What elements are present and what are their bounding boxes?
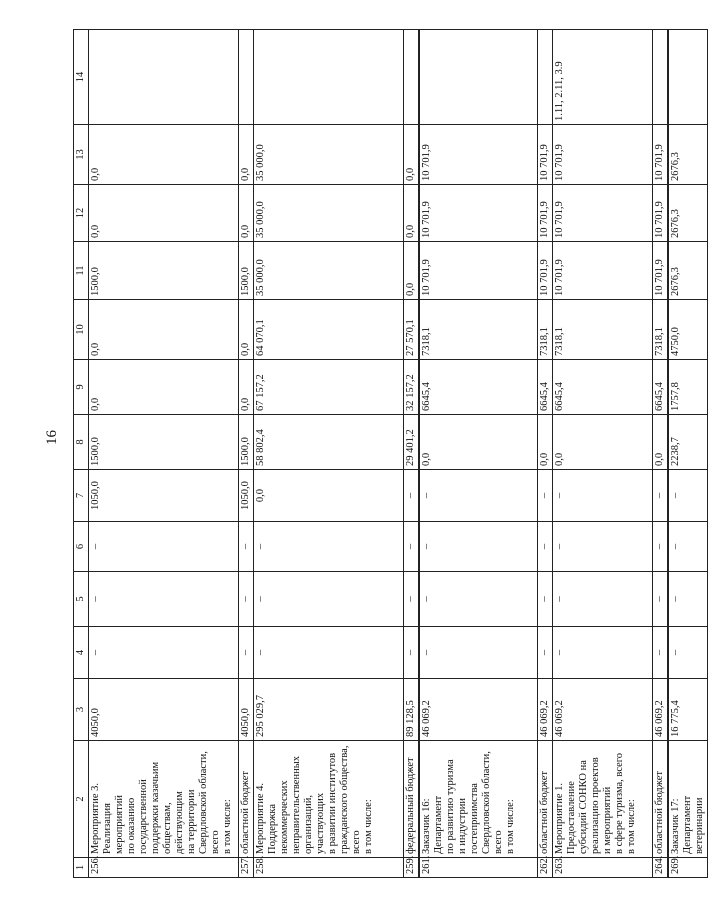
value-cell	[404, 30, 420, 125]
value-cell: 46 069,2	[537, 679, 552, 741]
value-cell: 32 157,2	[404, 360, 420, 415]
value-cell: –	[404, 470, 420, 522]
value-cell: 6645,4	[537, 360, 552, 415]
value-cell: 10 701,9	[537, 185, 552, 242]
header-cell: 3	[74, 679, 89, 741]
value-cell	[254, 30, 404, 125]
value-cell: –	[419, 572, 537, 627]
value-cell: –	[668, 627, 708, 679]
value-cell: 0,0	[404, 242, 420, 300]
table-row	[89, 30, 239, 878]
value-cell: 64 070,1	[254, 300, 404, 360]
row-name-cell: областной бюджет	[537, 741, 552, 858]
row-number-cell: 261.	[419, 858, 537, 878]
value-cell: 10 701,9	[652, 125, 668, 185]
header-cell: 11	[74, 242, 89, 300]
value-cell: 2238,7	[668, 415, 708, 470]
header-cell: 8	[74, 415, 89, 470]
row-name-cell: Мероприятие 3. Реализация мероприятий по оказанию государственной поддержки казачьим обществам, действующим на территории Свердловской области, всего в том числе:	[89, 741, 239, 858]
row-name-cell: федеральный бюджет	[404, 741, 420, 858]
table-row	[419, 30, 537, 878]
value-cell: –	[552, 627, 652, 679]
row-number-cell: 258.	[254, 858, 404, 878]
value-cell: 1757,8	[668, 360, 708, 415]
value-cell: 0,0	[239, 185, 254, 242]
value-cell: 89 128,5	[404, 679, 420, 741]
value-cell: 6645,4	[552, 360, 652, 415]
value-cell: –	[552, 470, 652, 522]
rotated-table-wrapper	[73, 30, 705, 878]
value-cell: 1.11, 2.11, 3.9	[552, 30, 652, 125]
value-cell: 35 000,0	[254, 125, 404, 185]
value-cell: 1500,0	[89, 415, 239, 470]
header-cell: 5	[74, 572, 89, 627]
value-cell: 46 069,2	[652, 679, 668, 741]
value-cell: 35 000,0	[254, 242, 404, 300]
value-cell: 0,0	[89, 300, 239, 360]
budget-table	[73, 29, 708, 878]
value-cell: –	[668, 522, 708, 572]
value-cell: 7318,1	[552, 300, 652, 360]
value-cell: –	[239, 572, 254, 627]
value-cell: 0,0	[652, 415, 668, 470]
row-name-cell: Мероприятие 4. Поддержка некоммерческих неправительственных организаций, участвующих в развитии институтов гражданского общества, всего в том числе:	[254, 741, 404, 858]
value-cell	[668, 30, 708, 125]
table-row	[552, 30, 652, 878]
row-number-cell: 264.	[652, 858, 668, 878]
value-cell: –	[552, 522, 652, 572]
value-cell: 10 701,9	[419, 125, 537, 185]
table-row	[404, 30, 420, 878]
value-cell: 0,0	[239, 300, 254, 360]
value-cell: –	[652, 572, 668, 627]
value-cell: 46 069,2	[419, 679, 537, 741]
value-cell: 0,0	[404, 185, 420, 242]
value-cell: –	[89, 522, 239, 572]
header-cell: 9	[74, 360, 89, 415]
value-cell: –	[89, 627, 239, 679]
value-cell: 2676,3	[668, 185, 708, 242]
row-number-cell: 263.	[552, 858, 652, 878]
value-cell: 6645,4	[419, 360, 537, 415]
value-cell: 295 029,7	[254, 679, 404, 741]
value-cell: –	[239, 627, 254, 679]
value-cell: 4050,0	[89, 679, 239, 741]
value-cell: 7318,1	[652, 300, 668, 360]
value-cell: 6645,4	[652, 360, 668, 415]
row-number-cell: 256.	[89, 858, 239, 878]
value-cell: 29 401,2	[404, 415, 420, 470]
value-cell: –	[419, 522, 537, 572]
value-cell	[239, 30, 254, 125]
value-cell: 0,0	[89, 185, 239, 242]
table-row	[239, 30, 254, 878]
value-cell: 0,0	[239, 360, 254, 415]
value-cell: 10 701,9	[419, 242, 537, 300]
value-cell: 46 069,2	[552, 679, 652, 741]
value-cell: –	[404, 522, 420, 572]
value-cell: 7318,1	[537, 300, 552, 360]
value-cell: –	[537, 627, 552, 679]
row-number-cell: 262.	[537, 858, 552, 878]
value-cell: –	[419, 627, 537, 679]
table-row	[652, 30, 668, 878]
value-cell: 0,0	[89, 360, 239, 415]
value-cell: –	[537, 572, 552, 627]
value-cell: –	[419, 470, 537, 522]
page-number: 16	[44, 430, 60, 445]
row-number-cell: 269.	[668, 858, 708, 878]
row-name-cell: областной бюджет	[652, 741, 668, 858]
value-cell: –	[652, 627, 668, 679]
header-cell: 12	[74, 185, 89, 242]
value-cell: 10 701,9	[552, 185, 652, 242]
table-body	[89, 30, 708, 878]
value-cell: 0,0	[89, 125, 239, 185]
header-cell: 6	[74, 522, 89, 572]
header-cell: 10	[74, 300, 89, 360]
value-cell: 2676,3	[668, 125, 708, 185]
value-cell: 0,0	[404, 125, 420, 185]
header-cell: 14	[74, 30, 89, 125]
row-name-cell: Мероприятие 1. Предоставление субсидий СОНКО на реализацию проектов и мероприятий в сфере туризма, всего в том числе:	[552, 741, 652, 858]
table-row	[668, 30, 708, 878]
table-row	[537, 30, 552, 878]
value-cell: –	[254, 627, 404, 679]
value-cell: –	[254, 522, 404, 572]
value-cell: –	[652, 470, 668, 522]
value-cell: 0,0	[419, 415, 537, 470]
value-cell: 0,0	[537, 415, 552, 470]
value-cell: 1500,0	[239, 242, 254, 300]
value-cell: 35 000,0	[254, 185, 404, 242]
row-name-cell: областной бюджет	[239, 741, 254, 858]
value-cell: 27 570,1	[404, 300, 420, 360]
header-cell: 13	[74, 125, 89, 185]
value-cell: –	[89, 572, 239, 627]
value-cell: 16 775,4	[668, 679, 708, 741]
value-cell: 1050,0	[89, 470, 239, 522]
value-cell: 0,0	[254, 470, 404, 522]
value-cell: 4750,0	[668, 300, 708, 360]
value-cell: –	[537, 522, 552, 572]
value-cell: –	[552, 572, 652, 627]
header-cell: 2	[74, 741, 89, 858]
value-cell: 0,0	[552, 415, 652, 470]
value-cell: 2676,3	[668, 242, 708, 300]
value-cell: 67 157,2	[254, 360, 404, 415]
row-name-cell: Заказчик 17: Департамент ветеринарии	[668, 741, 708, 858]
value-cell: 58 802,4	[254, 415, 404, 470]
value-cell: –	[652, 522, 668, 572]
header-cell: 7	[74, 470, 89, 522]
value-cell: 0,0	[239, 125, 254, 185]
value-cell: –	[668, 572, 708, 627]
value-cell: –	[239, 522, 254, 572]
value-cell: 1500,0	[89, 242, 239, 300]
header-cell: 1	[74, 858, 89, 878]
value-cell: 10 701,9	[419, 185, 537, 242]
table-row	[254, 30, 404, 878]
row-number-cell: 259.	[404, 858, 420, 878]
header-cell: 4	[74, 627, 89, 679]
value-cell: –	[404, 572, 420, 627]
row-number-cell: 257.	[239, 858, 254, 878]
value-cell: 10 701,9	[552, 242, 652, 300]
value-cell: 10 701,9	[552, 125, 652, 185]
value-cell: –	[537, 470, 552, 522]
value-cell: 7318,1	[419, 300, 537, 360]
value-cell	[419, 30, 537, 125]
value-cell: 10 701,9	[652, 185, 668, 242]
value-cell: 1050,0	[239, 470, 254, 522]
value-cell: 10 701,9	[652, 242, 668, 300]
value-cell	[537, 30, 552, 125]
value-cell: 10 701,9	[537, 242, 552, 300]
value-cell: 10 701,9	[537, 125, 552, 185]
value-cell	[89, 30, 239, 125]
value-cell: –	[668, 470, 708, 522]
value-cell: 1500,0	[239, 415, 254, 470]
value-cell: 4050,0	[239, 679, 254, 741]
row-name-cell: Заказчик 16: Департамент по развитию туризма и индустрии гостеприимства Свердловской области, всего в том числе:	[419, 741, 537, 858]
value-cell: –	[254, 572, 404, 627]
header-row	[74, 30, 89, 878]
value-cell: –	[404, 627, 420, 679]
value-cell	[652, 30, 668, 125]
